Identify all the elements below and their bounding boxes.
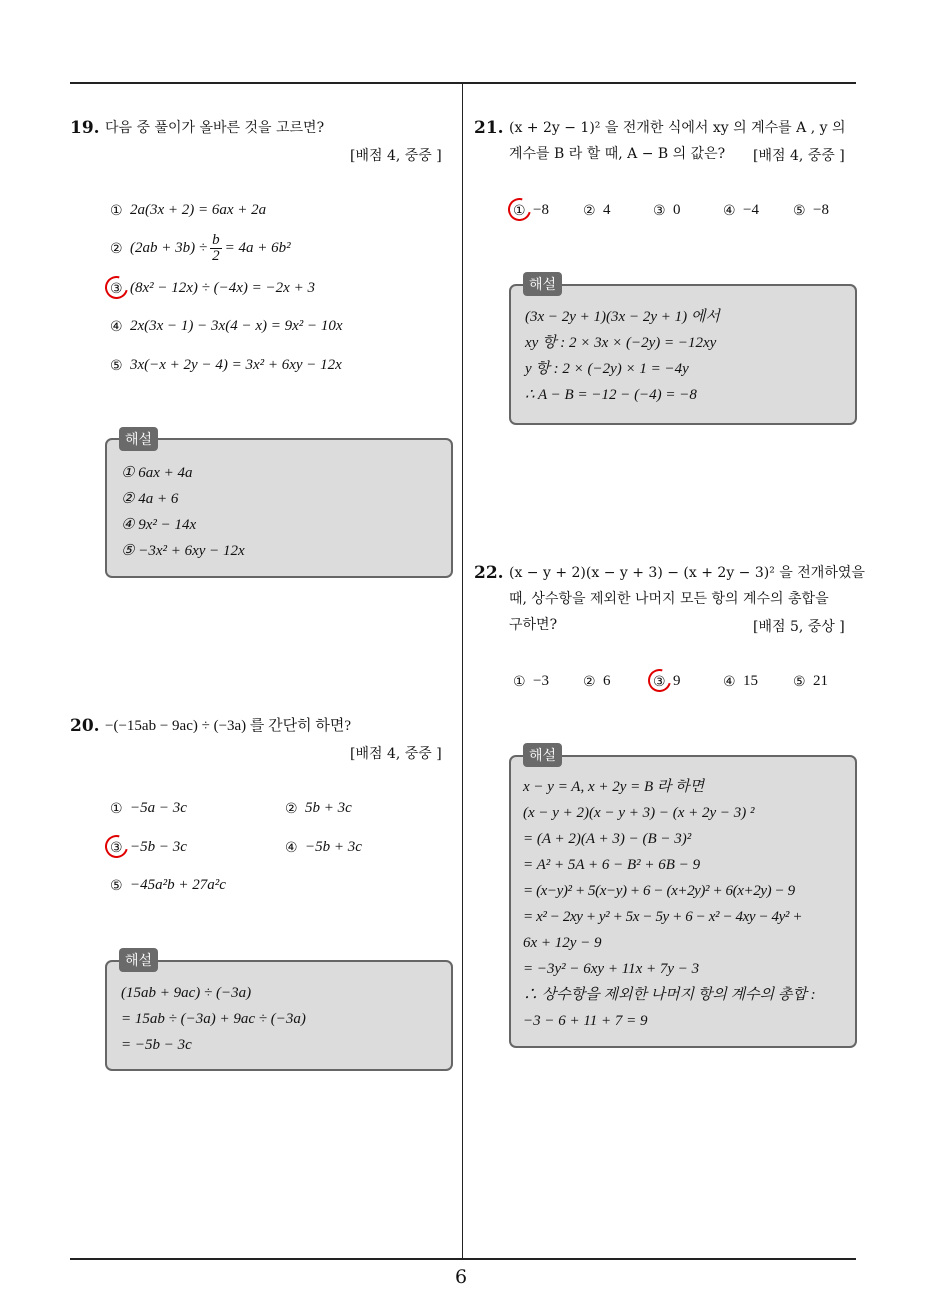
- q20-choice-1[interactable]: ① −5a − 3c: [110, 800, 187, 817]
- q19-solution-box: [105, 438, 453, 578]
- solution-line: = −3y² − 6xy + 11x + 7y − 3: [523, 961, 700, 977]
- choice-marker: ⑤: [110, 877, 123, 894]
- q21-solution-box: [509, 284, 857, 425]
- q19-choice-2[interactable]: ② (2ab + 3b) ÷ $\frac{b}{2}$ = 4a + 6b²: [110, 232, 291, 264]
- solution-line: (15ab + 9ac) ÷ (−3a): [121, 985, 252, 1001]
- q19-choice-4[interactable]: ④ 2x(3x − 1) − 3x(4 − x) = 9x² − 10x: [110, 318, 343, 335]
- question-21-text-line1: (x + 2y − 1)² 을 전개한 식에서 xy 의 계수를 A , y 의: [509, 120, 846, 136]
- question-20-score: [배점 4, 중중 ]: [350, 746, 442, 762]
- question-20-number: 20.: [70, 716, 100, 736]
- bottom-rule: [70, 1258, 856, 1260]
- solution-line: −3 − 6 + 11 + 7 = 9: [523, 1013, 648, 1029]
- question-19-number: 19.: [70, 118, 100, 138]
- choice-marker: ⑤: [793, 202, 806, 219]
- solution-line: ⑤ −3x² + 6xy − 12x: [121, 543, 245, 559]
- question-22-text-line2: 때, 상수항을 제외한 나머지 모든 항의 계수의 총합을: [509, 591, 829, 607]
- choice-marker: ③: [653, 674, 673, 690]
- q19-choice-3[interactable]: ③ (8x² − 12x) ÷ (−4x) = −2x + 3: [110, 280, 315, 297]
- q20-solution-box: [105, 960, 453, 1071]
- question-21-text-line2: 계수를 B 라 할 때, A − B 의 값은?: [509, 146, 726, 162]
- q22-choice-4[interactable]: ④ 15: [723, 673, 758, 690]
- q21-choice-1[interactable]: ① −8: [513, 202, 549, 219]
- solution-line: xy 항 : 2 × 3x × (−2y) = −12xy: [525, 335, 717, 351]
- choice-marker: ①: [110, 800, 123, 817]
- question-19-score: [배점 4, 중중 ]: [350, 148, 442, 164]
- choice-marker: ⑤: [793, 673, 806, 690]
- choice-marker: ④: [110, 318, 123, 335]
- q22-choice-5[interactable]: ⑤ 21: [793, 673, 828, 690]
- solution-line: ② 4a + 6: [121, 491, 179, 507]
- choice-marker: ②: [583, 202, 596, 219]
- choice-marker: ⑤: [110, 357, 123, 374]
- solution-line: 6x + 12y − 9: [523, 935, 602, 951]
- question-22-score: [배점 5, 중상 ]: [753, 619, 845, 635]
- choice-marker: ④: [723, 673, 736, 690]
- solution-line: x − y = A, x + 2y = B 라 하면: [523, 779, 705, 795]
- q19-solution-label: 해설: [119, 427, 158, 451]
- choice-marker: ③: [110, 281, 130, 297]
- solution-line: ∴ A − B = −12 − (−4) = −8: [525, 387, 697, 403]
- q21-choice-4[interactable]: ④ −4: [723, 202, 759, 219]
- q22-solution-box: [509, 755, 857, 1048]
- q22-choice-1[interactable]: ① −3: [513, 673, 549, 690]
- q21-choice-2[interactable]: ② 4: [583, 202, 611, 219]
- q22-solution-label: 해설: [523, 743, 562, 767]
- solution-line: ④ 9x² − 14x: [121, 517, 197, 533]
- choice-marker: ③: [653, 202, 666, 219]
- question-19-text: 다음 중 풀이가 올바른 것을 고르면?: [105, 120, 325, 136]
- q21-choice-5[interactable]: ⑤ −8: [793, 202, 829, 219]
- fraction: $\frac{b}{2}$: [212, 232, 220, 264]
- solution-line: = (x−y)² + 5(x−y) + 6 − (x+2y)² + 6(x+2y) − 9: [523, 883, 795, 899]
- q19-choice-1[interactable]: ① 2a(3x + 2) = 6ax + 2a: [110, 202, 267, 219]
- selected-answer-circle: [504, 193, 535, 224]
- solution-line: = 15ab ÷ (−3a) + 9ac ÷ (−3a): [121, 1011, 306, 1027]
- selected-answer-circle: [644, 664, 675, 695]
- q20-choice-4[interactable]: ④ −5b + 3c: [285, 839, 362, 856]
- solution-line: = A² + 5A + 6 − B² + 6B − 9: [523, 857, 701, 873]
- question-21-score: [배점 4, 중중 ]: [753, 148, 845, 164]
- solution-line: = −5b − 3c: [121, 1037, 192, 1053]
- q19-choice-5[interactable]: ⑤ 3x(−x + 2y − 4) = 3x² + 6xy − 12x: [110, 357, 342, 374]
- q20-choice-3[interactable]: ③ −5b − 3c: [110, 839, 187, 856]
- choice-marker: ②: [285, 800, 298, 817]
- q22-choice-3[interactable]: ③ 9: [653, 673, 681, 690]
- choice-marker: ②: [583, 673, 596, 690]
- choice-marker: ①: [110, 202, 123, 219]
- question-21-number: 21.: [474, 118, 504, 138]
- q22-choice-2[interactable]: ② 6: [583, 673, 611, 690]
- question-22-number: 22.: [474, 563, 504, 583]
- question-22-text-line3: 구하면?: [509, 617, 558, 633]
- solution-line: (x − y + 2)(x − y + 3) − (x + 2y − 3) ²: [523, 805, 755, 821]
- solution-line: ∴ 상수항을 제외한 나머지 항의 계수의 총합 :: [523, 987, 816, 1003]
- choice-marker: ④: [285, 839, 298, 856]
- solution-line: y 항 : 2 × (−2y) × 1 = −4y: [525, 361, 689, 377]
- q20-choice-5[interactable]: ⑤ −45a²b + 27a²c: [110, 877, 226, 894]
- choice-marker: ③: [110, 840, 130, 856]
- selected-answer-circle: [101, 271, 132, 302]
- solution-line: = (A + 2)(A + 3) − (B − 3)²: [523, 831, 692, 847]
- question-20-text: −(−15ab − 9ac) ÷ (−3a) 를 간단히 하면?: [105, 718, 352, 734]
- q20-choice-2[interactable]: ② 5b + 3c: [285, 800, 352, 817]
- q20-solution-label: 해설: [119, 948, 158, 972]
- page-number: 6: [455, 1266, 468, 1288]
- choice-marker: ②: [110, 240, 123, 257]
- solution-line: = x² − 2xy + y² + 5x − 5y + 6 − x² − 4xy − 4y² +: [523, 909, 803, 925]
- q21-choice-3[interactable]: ③ 0: [653, 202, 681, 219]
- q21-solution-label: 해설: [523, 272, 562, 296]
- selected-answer-circle: [101, 830, 132, 861]
- column-divider: [462, 83, 463, 1259]
- question-22-text-line1: (x − y + 2)(x − y + 3) − (x + 2y − 3)² 을 전개하였을: [509, 565, 865, 581]
- choice-marker: ①: [513, 673, 526, 690]
- choice-marker: ①: [513, 203, 533, 219]
- choice-marker: ④: [723, 202, 736, 219]
- solution-line: (3x − 2y + 1)(3x − 2y + 1) 에서: [525, 309, 720, 325]
- solution-line: ① 6ax + 4a: [121, 465, 193, 481]
